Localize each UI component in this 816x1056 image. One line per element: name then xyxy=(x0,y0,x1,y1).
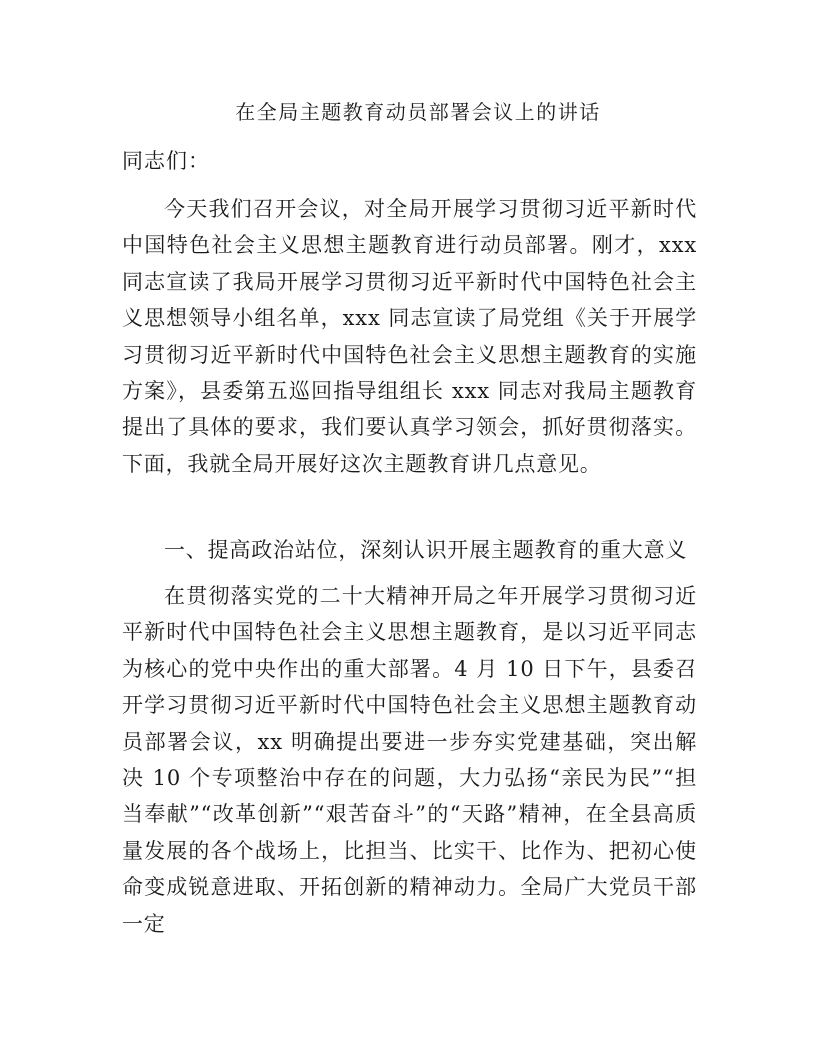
paragraph: 在贯彻落实党的二十大精神开局之年开展学习贯彻习近平新时代中国特色社会主义思想主题教育，是以习近平同志为核心的党中央作出的重大部署。4 月 10 日下午，县委召开学习贯彻习近平新时代中国特色社会主义思想主题教育动员部署会议，xx 明确提出要进一步夯实党建基础，突出解决 10 个专项整治中存在的问题，大力弘扬“亲民为民”“担当奉献”“改革创新”“艰苦奋斗”的“天路”精神，在全县高质量发展的各个战场上，比担当、比实干、比作为、把初心使命变成锐意进取、开拓创新的精神动力。全局广大党员干部一定 xyxy=(122,584,697,936)
document-title: 在全局主题教育动员部署会议上的讲话 xyxy=(235,100,601,124)
salutation: 同志们： xyxy=(122,149,210,173)
section-heading: 一、提高政治站位，深刻认识开展主题教育的重大意义 xyxy=(164,538,688,562)
paragraph: 今天我们召开会议，对全局开展学习贯彻习近平新时代中国特色社会主义思想主题教育进行动员部署。刚才，xxx 同志宣读了我局开展学习贯彻习近平新时代中国特色社会主义思想领导小组名单，xxx 同志宣读了局党组《关于开展学习贯彻习近平新时代中国特色社会主义思想主题教育的实施方案》，县委第五巡回指导组组长 xxx 同志对我局主题教育提出了具体的要求，我们要认真学习领会，抓好贯彻落实。下面，我就全局开展好这次主题教育讲几点意见。 xyxy=(122,197,697,476)
